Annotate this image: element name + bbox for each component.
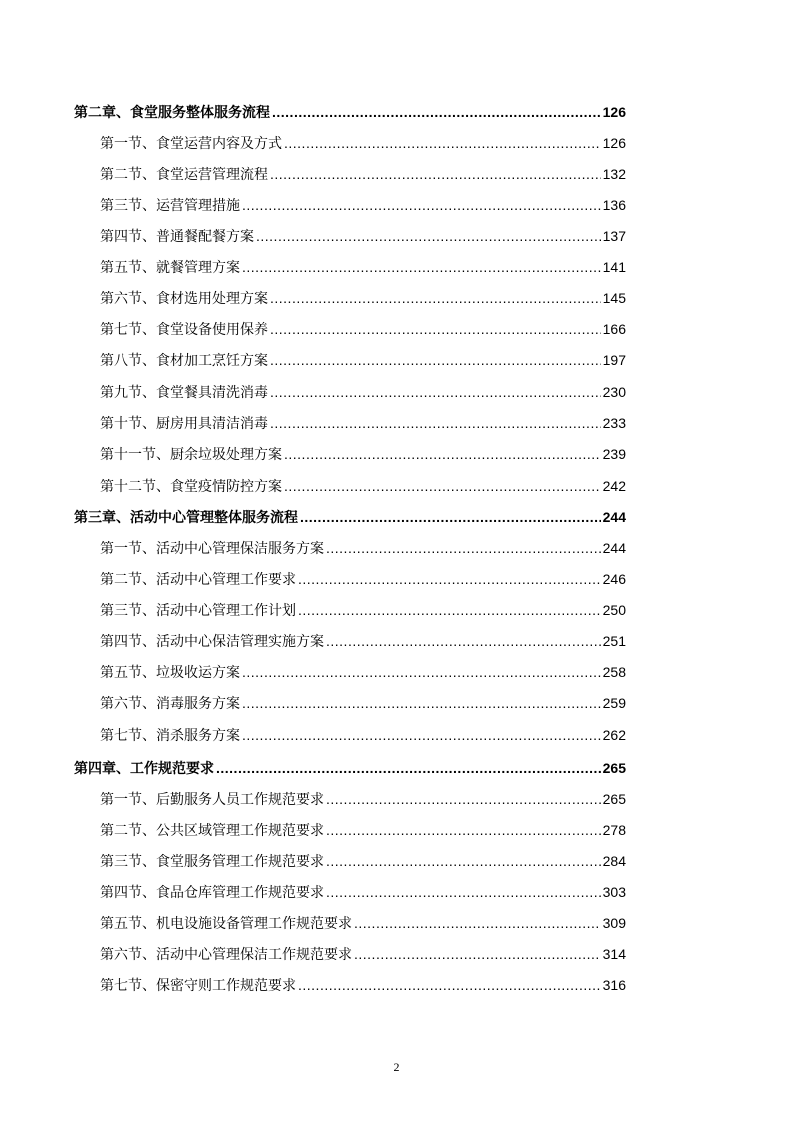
toc-section-entry[interactable] <box>100 319 626 339</box>
toc-entry-title: 第五节、机电设施设备管理工作规范要求 <box>100 916 352 932</box>
dot-leader <box>298 600 601 620</box>
toc-entry-page: 239 <box>602 446 626 462</box>
toc-entry-page: 265 <box>602 760 626 776</box>
toc-entry-title: 第七节、食堂设备使用保养 <box>100 322 268 338</box>
toc-section-entry[interactable] <box>100 820 626 840</box>
toc-entry-page: 284 <box>602 853 626 869</box>
toc-section-entry[interactable] <box>100 944 626 964</box>
toc-entry-title: 第十二节、食堂疫情防控方案 <box>100 479 282 495</box>
toc-section-entry[interactable] <box>100 569 626 589</box>
dot-leader <box>326 631 601 651</box>
toc-entry-page: 246 <box>602 571 626 587</box>
toc-entry-page: 137 <box>602 228 626 244</box>
dot-leader <box>284 476 601 496</box>
toc-entry-title: 第九节、食堂餐具清洗消毒 <box>100 385 268 401</box>
toc-section-entry[interactable] <box>100 257 626 277</box>
dot-leader <box>354 944 601 964</box>
dot-leader <box>270 382 601 402</box>
dot-leader <box>326 882 601 902</box>
dot-leader <box>326 820 601 840</box>
toc-section-entry[interactable] <box>100 226 626 246</box>
toc-section-entry[interactable] <box>100 851 626 871</box>
toc-entry-page: 278 <box>602 822 626 838</box>
toc-entry-page: 242 <box>602 478 626 494</box>
toc-entry-title: 第二节、食堂运营管理流程 <box>100 167 268 183</box>
toc-section-entry[interactable] <box>100 600 626 620</box>
toc-entry-page: 230 <box>602 384 626 400</box>
toc-entry-page: 145 <box>602 290 626 306</box>
toc-section-entry[interactable] <box>100 662 626 682</box>
dot-leader <box>216 758 601 778</box>
toc-entry-title: 第三节、运营管理措施 <box>100 198 240 214</box>
dot-leader <box>272 102 601 122</box>
toc-entry-title: 第七节、保密守则工作规范要求 <box>100 978 296 994</box>
toc-entry-page: 303 <box>602 884 626 900</box>
toc-entry-title: 第六节、食材选用处理方案 <box>100 291 268 307</box>
toc-entry-title: 第一节、食堂运营内容及方式 <box>100 136 282 152</box>
toc-section-entry[interactable] <box>100 693 626 713</box>
toc-entry-title: 第四节、活动中心保洁管理实施方案 <box>100 634 324 650</box>
toc-section-entry[interactable] <box>100 164 626 184</box>
toc-section-entry[interactable] <box>100 288 626 308</box>
dot-leader <box>242 693 601 713</box>
toc-entry-page: 258 <box>602 664 626 680</box>
toc-entry-page: 244 <box>602 540 626 556</box>
toc-section-entry[interactable] <box>100 882 626 902</box>
toc-entry-title: 第六节、活动中心管理保洁工作规范要求 <box>100 947 352 963</box>
toc-entry-title: 第二章、食堂服务整体服务流程 <box>74 105 270 121</box>
toc-chapter-entry[interactable] <box>74 507 626 527</box>
dot-leader <box>284 444 601 464</box>
toc-entry-page: 166 <box>602 321 626 337</box>
toc-entry-title: 第三节、活动中心管理工作计划 <box>100 603 296 619</box>
toc-entry-page: 265 <box>602 791 626 807</box>
dot-leader <box>242 257 601 277</box>
toc-entry-title: 第一节、活动中心管理保洁服务方案 <box>100 541 324 557</box>
dot-leader <box>242 725 601 745</box>
dot-leader <box>270 350 601 370</box>
dot-leader <box>270 288 601 308</box>
toc-section-entry[interactable] <box>100 789 626 809</box>
toc-entry-title: 第八节、食材加工烹饪方案 <box>100 353 268 369</box>
toc-section-entry[interactable] <box>100 195 626 215</box>
toc-entry-title: 第四节、普通餐配餐方案 <box>100 229 254 245</box>
toc-entry-title: 第四节、食品仓库管理工作规范要求 <box>100 885 324 901</box>
dot-leader <box>242 195 601 215</box>
toc-entry-page: 244 <box>602 509 626 525</box>
toc-entry-page: 197 <box>602 352 626 368</box>
toc-chapter-entry[interactable] <box>74 758 626 778</box>
dot-leader <box>242 662 601 682</box>
toc-section-entry[interactable] <box>100 444 626 464</box>
dot-leader <box>284 133 601 153</box>
toc-chapter-entry[interactable] <box>74 102 626 122</box>
toc-entry-title: 第三章、活动中心管理整体服务流程 <box>74 510 298 526</box>
page-number: 2 <box>393 1060 400 1074</box>
toc-section-entry[interactable] <box>100 350 626 370</box>
dot-leader <box>270 164 601 184</box>
toc-section-entry[interactable] <box>100 913 626 933</box>
dot-leader <box>270 319 601 339</box>
toc-entry-page: 136 <box>602 197 626 213</box>
toc-entry-title: 第十一节、厨余垃圾处理方案 <box>100 447 282 463</box>
toc-entry-title: 第十节、厨房用具清洁消毒 <box>100 416 268 432</box>
dot-leader <box>298 569 601 589</box>
toc-entry-page: 233 <box>602 415 626 431</box>
dot-leader <box>326 538 601 558</box>
toc-entry-page: 126 <box>602 104 626 120</box>
toc-entry-title: 第三节、食堂服务管理工作规范要求 <box>100 854 324 870</box>
toc-entry-title: 第七节、消杀服务方案 <box>100 728 240 744</box>
dot-leader <box>300 507 601 527</box>
dot-leader <box>298 975 601 995</box>
toc-entry-page: 309 <box>602 915 626 931</box>
dot-leader <box>354 913 601 933</box>
toc-entry-page: 259 <box>602 695 626 711</box>
dot-leader <box>326 851 601 871</box>
toc-entry-page: 314 <box>602 946 626 962</box>
toc-entry-title: 第二节、活动中心管理工作要求 <box>100 572 296 588</box>
toc-entry-title: 第二节、公共区域管理工作规范要求 <box>100 823 324 839</box>
toc-entry-page: 250 <box>602 602 626 618</box>
toc-section-entry[interactable] <box>100 975 626 995</box>
toc-entry-page: 262 <box>602 727 626 743</box>
toc-entry-page: 141 <box>602 259 626 275</box>
toc-entry-title: 第五节、就餐管理方案 <box>100 260 240 276</box>
toc-section-entry[interactable] <box>100 725 626 745</box>
toc-entry-title: 第四章、工作规范要求 <box>74 761 214 777</box>
toc-section-entry[interactable] <box>100 382 626 402</box>
dot-leader <box>256 226 601 246</box>
toc-section-entry[interactable] <box>100 538 626 558</box>
toc-section-entry[interactable] <box>100 631 626 651</box>
toc-entry-page: 251 <box>602 633 626 649</box>
toc-entry-page: 126 <box>602 135 626 151</box>
dot-leader <box>326 789 601 809</box>
toc-entry-title: 第六节、消毒服务方案 <box>100 696 240 712</box>
toc-entry-title: 第一节、后勤服务人员工作规范要求 <box>100 792 324 808</box>
dot-leader <box>270 413 601 433</box>
toc-entry-page: 316 <box>602 977 626 993</box>
toc-entry-title: 第五节、垃圾收运方案 <box>100 665 240 681</box>
toc-section-entry[interactable] <box>100 476 626 496</box>
toc-entry-page: 132 <box>602 166 626 182</box>
toc-section-entry[interactable] <box>100 413 626 433</box>
toc-section-entry[interactable] <box>100 133 626 153</box>
